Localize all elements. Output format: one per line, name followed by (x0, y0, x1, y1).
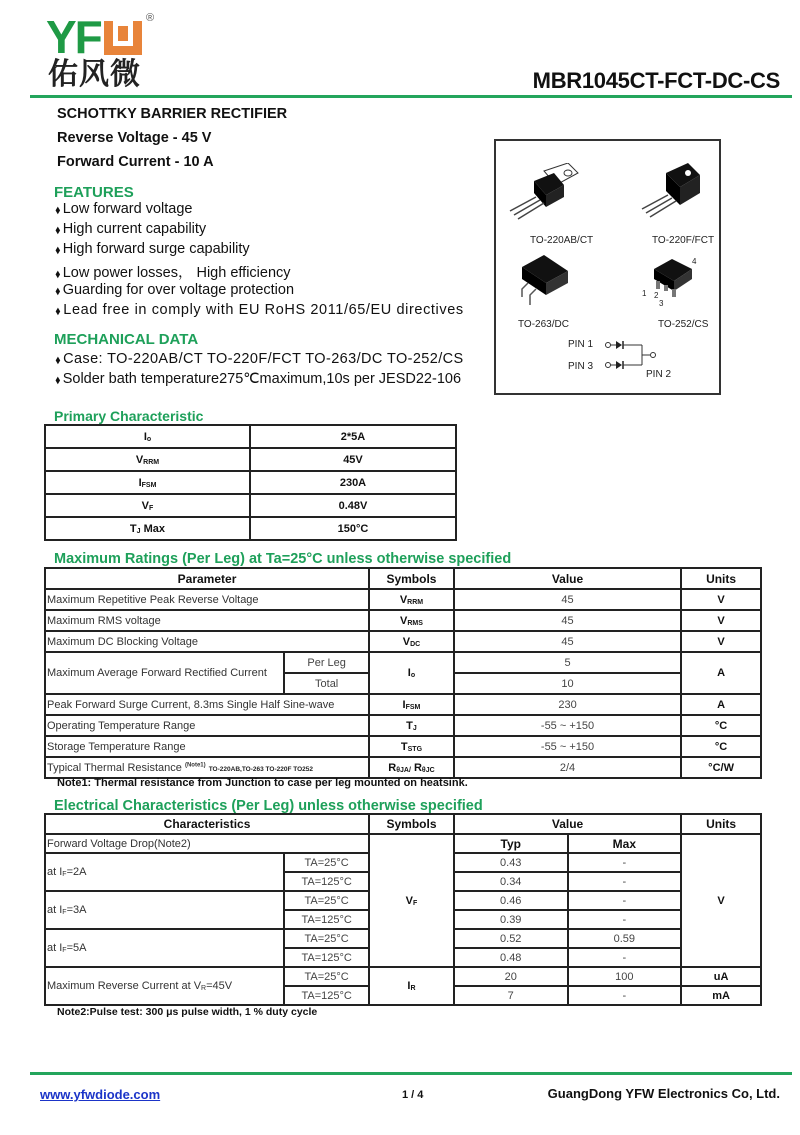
diamond-bullet-icon: ◆ (55, 269, 61, 280)
table-row: Peak Forward Surge Current, 8.3ms Single Half Sine-wave $I_{FSM}$ 230 A (45, 694, 761, 715)
features-title: FEATURES (54, 184, 134, 201)
table-row: $V_F$ 0.48V (45, 494, 456, 517)
table-row: TA=125°C 0.39 - (45, 910, 761, 929)
feature-item: ◆ Lead free in comply with EU RoHS 2011/65/EU directives (55, 302, 464, 318)
mechanical-item: ◆ Case: TO-220AB/CT TO-220F/FCT TO-263/DC TO-252/CS (55, 351, 464, 367)
to263-package-icon (514, 253, 584, 313)
to220ab-package-icon (506, 163, 586, 223)
table-row: Maximum Reverse Current at $V_R=45V$ TA=25°C $I_R$ 20 100 uA (45, 967, 761, 986)
table-header-row: Parameter Symbols Value Units (45, 568, 761, 589)
package-label: TO-220F/FCT (652, 235, 715, 246)
feature-item: ◆ Low power losses， High efficiency (55, 265, 291, 281)
logo-chinese-name: 佑风微 (48, 57, 141, 92)
note1: Note1: Thermal resistance from Junction to case per leg mounted on heatsink. (57, 777, 468, 789)
table-header-row: Characteristics Symbols Value Units (45, 814, 761, 834)
website-link[interactable]: www.yfwdiode.com (40, 1087, 161, 1102)
max-ratings-table (44, 567, 762, 779)
feature-item: ◆ Guarding for over voltage protection (55, 282, 295, 298)
mechanical-item: ◆ Solder bath temperature275℃maximum,10s per JESD22-106 (55, 371, 462, 387)
table-row: Typical Thermal Resistance $^{(Note1)}$ TO-220AB,TO-263 TO-220F TO252 $R_{\theta JA/}$ $R_{\theta JC}$ 2/4 °C/W (45, 757, 761, 778)
logo-letters-yf: YF (46, 11, 101, 63)
product-type: SCHOTTKY BARRIER RECTIFIER (57, 106, 288, 122)
electrical-title: Electrical Characteristics (Per Leg) unless otherwise specified (54, 798, 483, 814)
feature-item: ◆ Low forward voltage (55, 201, 193, 217)
table-row: TA=125°C 0.48 - (45, 948, 761, 967)
footer-rule (30, 1072, 792, 1075)
diamond-bullet-icon: ◆ (55, 355, 61, 366)
primary-characteristic-table (44, 424, 457, 541)
table-row: Operating Temperature Range $T_J$ -55 ~ +150 °C (45, 715, 761, 736)
reverse-voltage: Reverse Voltage - 45 V (57, 130, 212, 146)
table-row: $T_J$ Max 150°C (45, 517, 456, 540)
pin-number: 1 (642, 289, 647, 298)
table-row: $I_{FSM}$ 230A (45, 471, 456, 494)
pin-number: 2 (654, 291, 659, 300)
diamond-bullet-icon: ◆ (55, 375, 61, 386)
page-number: 1 / 4 (402, 1089, 424, 1101)
pin1-label: PIN 1 (568, 339, 594, 350)
table-row: Storage Temperature Range $T_{STG}$ -55 ~ +150 °C (45, 736, 761, 757)
table-row: TA=125°C 7 - mA (45, 986, 761, 1005)
pin-number: 4 (692, 257, 697, 266)
table-row: Maximum RMS voltage $V_{RMS}$ 45 V (45, 610, 761, 631)
electrical-characteristics-table (44, 813, 762, 1006)
company-name: GuangDong YFW Electronics Co, Ltd. (547, 1086, 780, 1101)
package-outline-box (494, 139, 721, 395)
table-row: Maximum DC Blocking Voltage $V_{DC}$ 45 V (45, 631, 761, 652)
diamond-bullet-icon: ◆ (55, 306, 61, 317)
feature-item: ◆ High forward surge capability (55, 241, 250, 257)
pin3-label: PIN 3 (568, 361, 594, 372)
table-row: at $I_F=3A$ TA=25°C 0.46 - (45, 891, 761, 910)
note2: Note2:Pulse test: 300 μs pulse width, 1 % duty cycle (57, 1006, 318, 1018)
primary-title: Primary Characteristic (54, 408, 204, 424)
table-row: Total 10 (45, 673, 761, 694)
pin2-label: PIN 2 (646, 369, 672, 380)
forward-current: Forward Current - 10 A (57, 154, 214, 170)
table-row: at $I_F=5A$ TA=25°C 0.52 0.59 (45, 929, 761, 948)
logo (46, 11, 142, 63)
to252-package-icon (642, 257, 712, 307)
feature-item: ◆ High current capability (55, 221, 207, 237)
logo-u-mark (104, 16, 142, 50)
diamond-bullet-icon: ◆ (55, 286, 61, 297)
table-row: Maximum Average Forward Rectified Current Per Leg $I_o$ 5 A (45, 652, 761, 673)
pin-number: 3 (659, 299, 664, 308)
part-number: MBR1045CT-FCT-DC-CS (532, 68, 780, 93)
package-label: TO-252/CS (658, 319, 709, 330)
table-row: TA=125°C 0.34 - (45, 872, 761, 891)
diode-schematic-icon (604, 339, 664, 371)
diamond-bullet-icon: ◆ (55, 205, 61, 216)
to220f-package-icon (636, 161, 716, 221)
diamond-bullet-icon: ◆ (55, 245, 61, 256)
table-row: $I_o$ 2*5A (45, 425, 456, 448)
package-label: TO-263/DC (518, 319, 569, 330)
table-row: Maximum Repetitive Peak Reverse Voltage $V_{RRM}$ 45 V (45, 589, 761, 610)
table-row: at $I_F=2A$ TA=25°C 0.43 - (45, 853, 761, 872)
table-row: Forward Voltage Drop(Note2) $V_F$ Typ Max V (45, 834, 761, 853)
table-row: $V_{RRM}$ 45V (45, 448, 456, 471)
package-label: TO-220AB/CT (530, 235, 594, 246)
mechanical-title: MECHANICAL DATA (54, 331, 199, 348)
max-ratings-title: Maximum Ratings (Per Leg) at Ta=25°C unless otherwise specified (54, 551, 512, 567)
diamond-bullet-icon: ◆ (55, 225, 61, 236)
registered-mark: ® (146, 12, 155, 24)
header-rule (30, 95, 792, 98)
